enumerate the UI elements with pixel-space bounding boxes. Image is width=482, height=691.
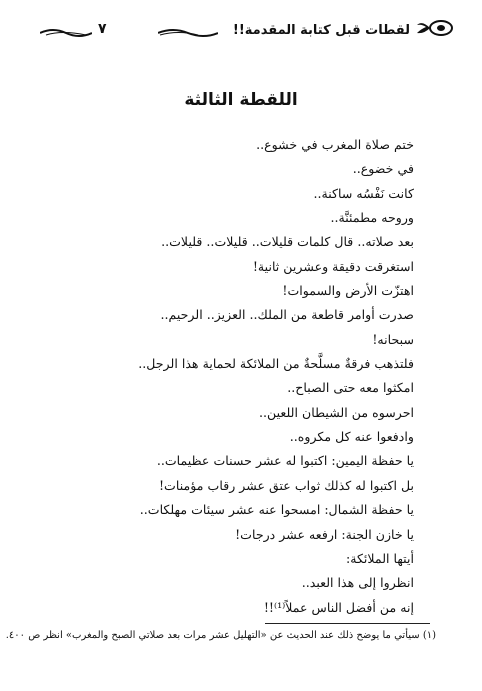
text-line: إنه من أفضل الناس عملاً⁽¹⁾!!	[263, 599, 414, 615]
text-line: ختم صلاة المغرب في خشوع..	[256, 137, 414, 152]
section-title: اللقطة الثالثة	[184, 90, 298, 110]
running-title: لقطات قبل كتابة المقدمة!!	[232, 23, 410, 38]
text-line: استغرقت دقيقة وعشرين ثانية!	[252, 258, 414, 274]
text-line: يا خازن الجنة: ارفعه عشر درجات!	[235, 526, 414, 542]
page-number: ٧	[98, 21, 107, 37]
text-line: يا حفظة اليمين: اكتبوا له عشر حسنات عظيمات..	[156, 453, 414, 469]
text-line: فلتذهب فرقةٌ مسلَّحةٌ من الملائكة لحماية هذا الرجل..	[138, 356, 414, 372]
text-line: في خضوع..	[352, 161, 414, 177]
footnote-rule	[265, 623, 430, 624]
text-line: أيتها الملائكة:	[345, 550, 414, 566]
text-line: امكثوا معه حتى الصباح..	[287, 380, 414, 396]
text-line: يا حفظة الشمال: امسحوا عنه عشر سيئات مهلكات..	[139, 502, 414, 518]
footnote: (١) سيأتي ما يوضح ذلك عند الحديث عن «التهليل عشر مرات بعد صلاتي الصبح والمغرب» انظر ص ٤٠٠.	[5, 630, 436, 641]
text-line: وروحه مطمئنَّة..	[330, 210, 414, 226]
text-line: صدرت أوامر قاطعة من الملك.. العزيز.. الرحيم..	[160, 307, 414, 323]
body-text	[64, 133, 414, 620]
text-line: اهتزّت الأرض والسموات!	[282, 283, 414, 299]
text-line: انظروا إلى هذا العبد..	[301, 575, 414, 591]
divider-ornament-icon	[158, 27, 218, 39]
text-line: احرسوه من الشيطان اللعين..	[259, 404, 414, 420]
feather-ornament-icon	[416, 16, 454, 40]
text-line: سبحانه!	[372, 331, 414, 347]
text-line: بعد صلاته.. قال كلمات قليلات.. قليلات.. قليلات..	[161, 234, 414, 250]
text-line: بل اكتبوا له كذلك ثواب عتق عشر رقاب مؤمنات!	[158, 477, 414, 493]
divider-ornament-icon	[40, 27, 92, 39]
page-header	[40, 20, 454, 50]
text-line: وادفعوا عنه كل مكروه..	[289, 429, 414, 445]
text-line: كانت نَفْسُه ساكنة..	[313, 185, 414, 201]
